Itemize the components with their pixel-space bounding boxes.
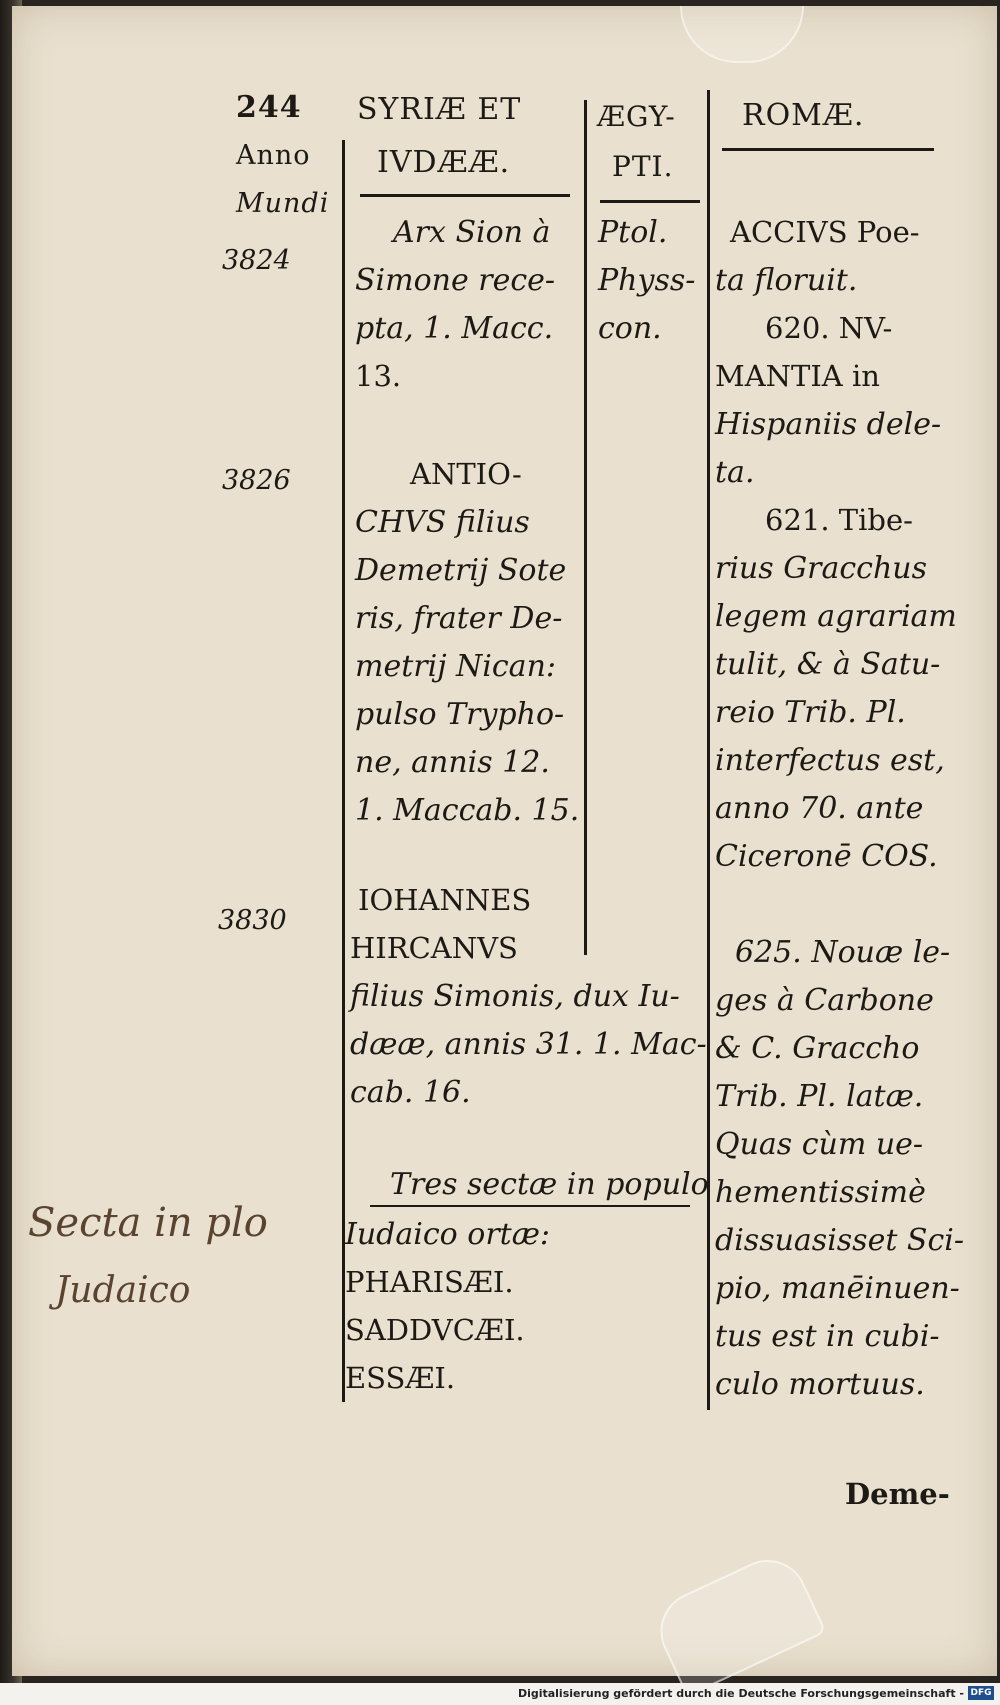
romae-line: rius Gracchus xyxy=(715,551,928,586)
footer-credit: Digitalisierung gefördert durch die Deutsche Forschungsgemeinschaft - xyxy=(517,1687,964,1700)
syria-line: metrij Nican: xyxy=(355,649,556,684)
romae-line: Ciceronē COS. xyxy=(715,839,938,874)
header-syria-line2: IVDÆÆ. xyxy=(377,145,511,180)
romae-line: ACCIVS Poe- xyxy=(730,215,920,249)
romae-line: pio, manēinuen- xyxy=(715,1271,960,1306)
romae-line: anno 70. ante xyxy=(715,791,924,826)
year-header-mundi: Mundi xyxy=(236,188,330,219)
romae-line: 621. Tibe- xyxy=(765,503,913,537)
romae-line: Trib. Pl. latæ. xyxy=(715,1079,924,1114)
dfg-logo: DFG xyxy=(968,1686,994,1700)
syria-line: 1. Maccab. 15. xyxy=(355,793,580,828)
header-syria-line1: SYRIÆ ET xyxy=(357,92,522,127)
syria-line: Demetrij Sote xyxy=(355,553,567,588)
romae-line: ges à Carbone xyxy=(715,983,934,1018)
romae-line: 625. Nouæ le- xyxy=(735,935,951,970)
syria-line: CHVS filius xyxy=(355,505,530,540)
header-aegypti-line2: PTI. xyxy=(612,150,674,183)
romae-line: ta floruit. xyxy=(715,263,858,298)
syria-line: cab. 16. xyxy=(350,1075,471,1110)
year-3826: 3826 xyxy=(222,465,291,496)
margin-note-line1: Secta in plo xyxy=(28,1200,268,1246)
syria-line: HIRCANVS xyxy=(350,931,518,965)
romae-line: interfectus est, xyxy=(715,743,945,778)
syria-line: Tres sectæ in populo xyxy=(390,1167,709,1202)
romae-line: Quas cùm ue- xyxy=(715,1127,924,1162)
romae-line: 620. NV- xyxy=(765,311,893,345)
syria-line: ESSÆI. xyxy=(345,1361,456,1395)
header-aegypti-line1: ÆGY- xyxy=(597,100,676,133)
romae-line: Hispaniis dele- xyxy=(715,407,942,442)
aegypti-line: con. xyxy=(598,311,662,346)
syria-line: 13. xyxy=(355,359,402,393)
year-3830: 3830 xyxy=(218,905,287,936)
catchword: Deme- xyxy=(845,1477,950,1511)
year-header-anno: Anno xyxy=(236,140,311,171)
syria-line: Iudaico ortæ: xyxy=(345,1217,551,1252)
syria-line: SADDVCÆI. xyxy=(345,1313,525,1347)
rule-aegypti xyxy=(600,200,700,203)
romae-line: culo mortuus. xyxy=(715,1367,925,1402)
underline-sects xyxy=(370,1205,690,1207)
romae-line: & C. Graccho xyxy=(715,1031,920,1066)
syria-line: Arx Sion à xyxy=(393,215,551,250)
rule-syria xyxy=(360,194,570,197)
syria-line: IOHANNES xyxy=(358,883,532,917)
romae-line: legem agrariam xyxy=(715,599,957,634)
syria-line: PHARISÆI. xyxy=(345,1265,514,1299)
page-number: 244 xyxy=(236,90,302,125)
syria-line: dææ, annis 31. 1. Mac- xyxy=(350,1027,707,1062)
syria-line: ne, annis 12. xyxy=(355,745,550,780)
divider-syria-aegypti xyxy=(584,100,587,955)
syria-line: filius Simonis, dux Iu- xyxy=(350,979,680,1014)
aegypti-line: Physs- xyxy=(598,263,696,298)
romae-line: hementissimè xyxy=(715,1175,926,1210)
syria-line: ANTIO- xyxy=(410,457,522,491)
divider-aegypti-romae xyxy=(707,90,710,1410)
romae-line: reio Trib. Pl. xyxy=(715,695,906,730)
margin-note-line2: Judaico xyxy=(55,1270,191,1311)
syria-line: ris, frater De- xyxy=(355,601,563,636)
romae-line: dissuasisset Sci- xyxy=(715,1223,965,1258)
syria-line: pulso Trypho- xyxy=(355,697,565,732)
rule-romae xyxy=(722,148,934,151)
year-3824: 3824 xyxy=(222,245,291,276)
romae-line: tus est in cubi- xyxy=(715,1319,940,1354)
divider-years xyxy=(342,140,345,1402)
romae-line: ta. xyxy=(715,455,755,490)
syria-line: Simone rece- xyxy=(355,263,556,298)
aegypti-line: Ptol. xyxy=(598,215,668,250)
syria-line: pta, 1. Macc. xyxy=(355,311,554,346)
romae-line: MANTIA in xyxy=(715,359,880,393)
romae-line: tulit, & à Satu- xyxy=(715,647,941,682)
header-romae: ROMÆ. xyxy=(742,98,865,133)
